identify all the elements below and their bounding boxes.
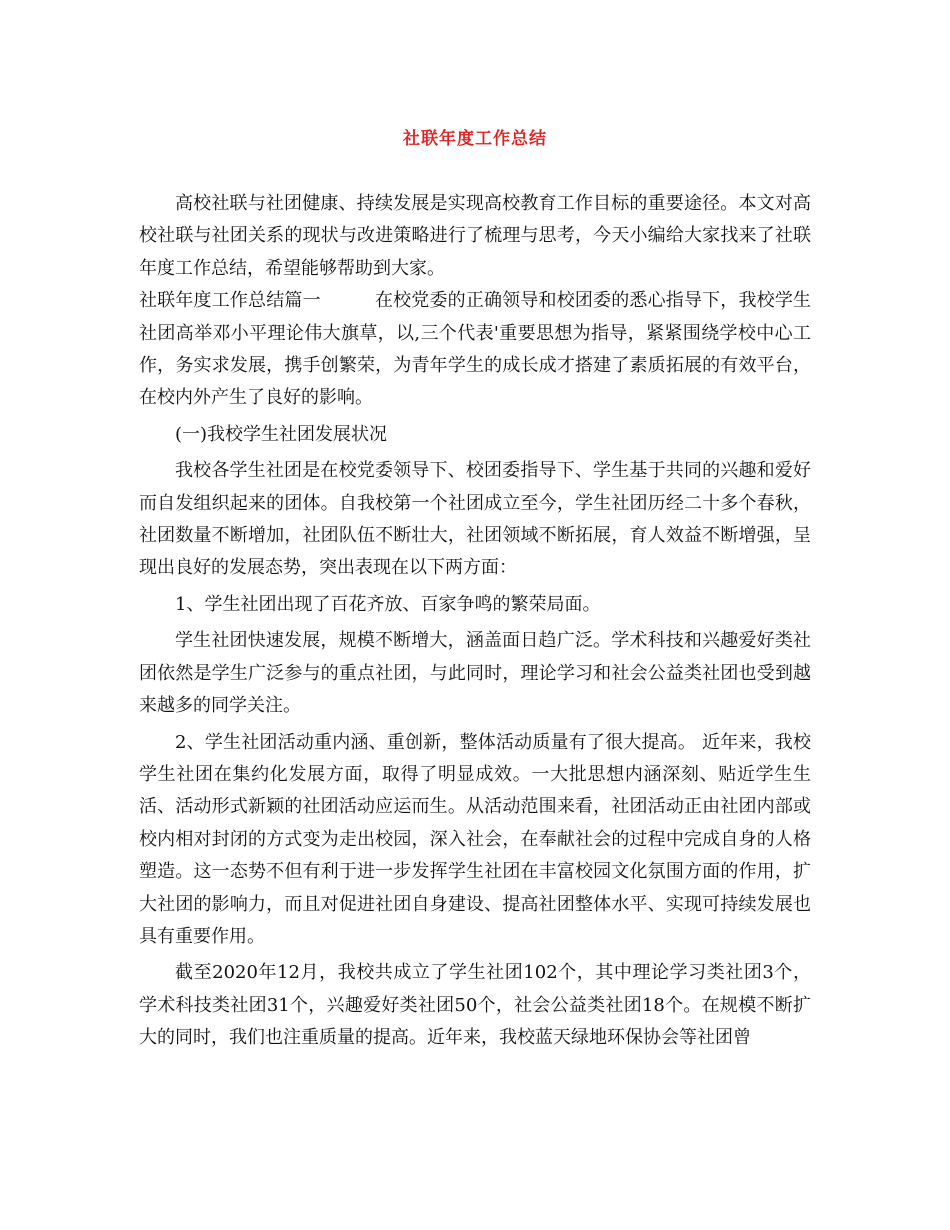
article-opening: 在校党委的正确领导和校团委的悉心指导下，我校学生社团高举邓小平理论伟大旗䓍，以,三个代表'重要思想为指导，紧紧围绕学校中心工作，务实求发展，携手创繁荣，为青年学生的成长成才搭建了素质拓展的有效平台，在校内外产生了良好的影响。 — [139, 290, 811, 409]
section-1-body: 我校各学生社团是在校党委领导下、校团委指导下、学生基于共同的兴趣和爱好而自发组织起来的团体。自我校第一个社团成立至今，学生社团历经二十多个春秋，社团数量不断增加，社团队伍不断壮大，社团领域不断拓展，育人效益不断增强，呈现出良好的发展态势，突出表现在以下两方面： — [139, 460, 811, 579]
article-paragraph — [139, 285, 811, 415]
stats-paragraph: 截至2020年12月，我校共成立了学生社团102个，其中理论学习类社团3个，学术科技类社团31个，兴趣爱好类社团50个，社会公益类社团18个。在规模不断扩大的同时，我们也注重质量的提高。近年来，我校蓝天绿地环保协会等社团曾 — [139, 962, 811, 1049]
intro-paragraph: 高校社联与社团健康、持续发展是实现高校教育工作目标的重要途径。本文对高校社联与社团关系的现状与改进策略进行了梳理与思考，今天小编给大家找来了社联年度工作总结，希望能够帮助到大家。 — [139, 193, 811, 279]
article-heading: 社联年度工作总结篇一 — [139, 290, 321, 312]
section-1-heading: (一)我校学生社团发展状况 — [175, 423, 388, 445]
point-1-heading: 1、学生社团出现了百花齐放、百家争鸣的繁荣局面。 — [175, 593, 601, 615]
point-1-body: 学生社团快速发展，规模不断增大，涵盖面日趋广泛。学术科技和兴趣爱好类社团依然是学生广泛参与的重点社团，与此同时，理论学习和社会公益类社团也受到越来越多的同学关注。 — [139, 630, 811, 717]
document-body — [139, 188, 811, 1055]
point-2-paragraph: 2、学生社团活动重内涵、重创新，整体活动质量有了很大提高。 近年来，我校学生社团在集约化发展方面，取得了明显成效。一大批思想内涵深刻、贴近学生生活、活动形式新颖的社团活动应运而生。从活动范围来看，社团活动正由社团内部或校内相对封闭的方式变为走出校园，深入社会，在奉献社会的过程中完成自身的人格塑造。这一态势不但有利于进一步发挥学生社团在丰富校园文化氛围方面的作用，扩大社团的影响力，而且对促进社团自身建设、提高社团整体水平、实现可持续发展也具有重要作用。 — [139, 731, 811, 947]
document-title: 社联年度工作总结 — [403, 129, 547, 149]
